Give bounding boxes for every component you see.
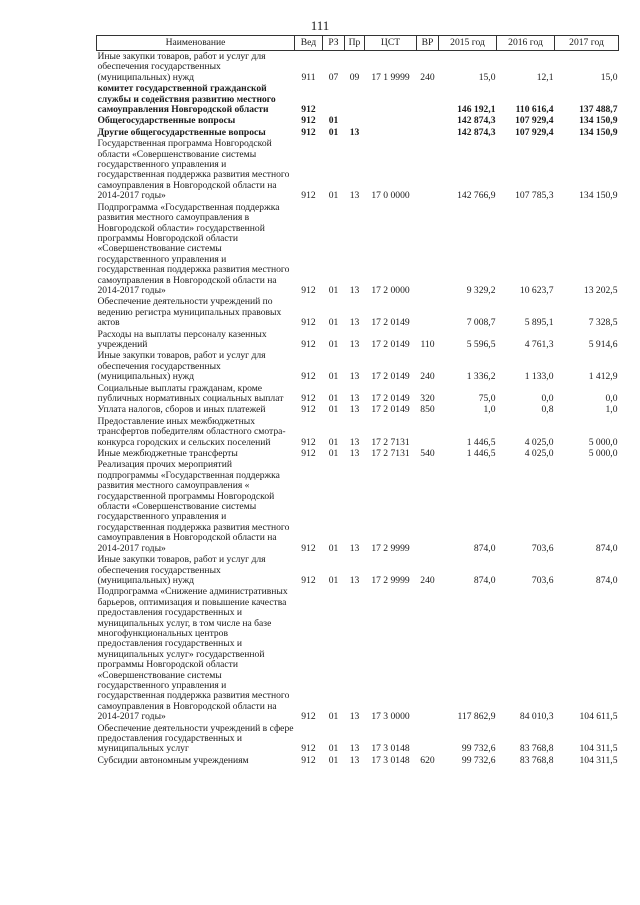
- row-pr: 13: [349, 126, 360, 138]
- row-2016: 1 133,0: [524, 371, 554, 383]
- row-cst: 17 3 0148: [371, 743, 410, 755]
- header-name: Наименование: [97, 36, 295, 51]
- row-2015: 142 874,3: [457, 115, 496, 127]
- row-rz: 01: [328, 743, 339, 755]
- row-2016: 0,0: [541, 393, 554, 404]
- row-ved: 912: [301, 284, 316, 296]
- row-2016: 110 616,4: [515, 104, 554, 116]
- row-vr: [417, 459, 439, 554]
- row-ved: 912: [301, 190, 316, 202]
- row-vr: 110: [420, 338, 435, 350]
- header-2015: 2015 год: [439, 36, 497, 51]
- row-2017: 1,0: [605, 404, 618, 416]
- row-2016: 5 895,1: [524, 317, 554, 329]
- row-cst: 17 2 9999: [371, 542, 410, 554]
- row-pr: 13: [349, 190, 360, 202]
- row-2016: 4 025,0: [524, 448, 554, 460]
- row-vr: [417, 416, 439, 448]
- row-ved: 912: [301, 711, 316, 723]
- row-2016: 4 761,3: [524, 338, 554, 350]
- row-2015: 9 329,2: [466, 284, 496, 296]
- row-cst: 17 3 0148: [371, 754, 410, 766]
- row-vr: 320: [420, 393, 435, 404]
- row-2015: 142 874,3: [457, 126, 496, 138]
- row-ved: 912: [301, 371, 316, 383]
- table-header-row: [97, 36, 619, 51]
- row-2017: 7 328,5: [588, 317, 618, 329]
- row-name: Реализация прочих мероприятий подпрограммы «Государственная поддержка развития местного самоуправления « государственной программы Новгородской области «Совершенствование системы государственного управления и государственная поддержка развития местного самоуправления в Новгородской области на 2014-2017 годы»: [97, 459, 290, 554]
- row-2017: 104 311,5: [579, 754, 618, 766]
- row-pr: 13: [349, 338, 360, 350]
- row-vr: 620: [420, 754, 435, 766]
- row-rz: 01: [328, 448, 339, 460]
- row-vr: 240: [420, 574, 435, 586]
- row-cst: [365, 127, 417, 138]
- row-name: Иные межбюджетные трансферты: [97, 448, 238, 460]
- row-cst: 17 2 0149: [371, 404, 410, 416]
- row-vr: 540: [420, 448, 435, 460]
- row-name: Предоставление иных межбюджетных трансфертов победителям областного смотра-конкурса городских и сельских поселений: [97, 415, 286, 448]
- table-row: [97, 83, 619, 115]
- row-2015: 1 446,5: [466, 436, 496, 448]
- row-2017: 134 150,9: [579, 190, 618, 202]
- header-2016: 2016 год: [497, 36, 555, 51]
- row-ved: 911: [301, 71, 316, 83]
- row-ved: 912: [301, 743, 316, 755]
- row-cst: 17 2 0149: [371, 317, 410, 329]
- row-pr: 13: [349, 711, 360, 723]
- row-2015: 99 732,6: [461, 754, 496, 766]
- row-rz: 01: [328, 338, 339, 350]
- row-vr: [417, 127, 439, 138]
- row-name: Иные закупки товаров, работ и услуг для обеспечения государственных (муниципальных) нужд: [97, 350, 266, 383]
- row-2016: 0,8: [541, 404, 554, 416]
- row-pr: 13: [349, 743, 360, 755]
- table-row: [97, 586, 619, 722]
- row-2015: 1 446,5: [466, 448, 496, 460]
- header-2017: 2017 год: [555, 36, 619, 51]
- row-name: Иные закупки товаров, работ и услуг для обеспечения государственных (муниципальных) нужд: [97, 554, 266, 586]
- row-2017: 0,0: [605, 393, 618, 404]
- row-name: Уплата налогов, сборов и иных платежей: [97, 404, 266, 416]
- table-row: [97, 416, 619, 448]
- row-name: Иные закупки товаров, работ и услуг для обеспечения государственных (муниципальных) нужд: [97, 51, 266, 83]
- row-cst: 17 2 0000: [371, 284, 410, 296]
- row-vr: 240: [420, 371, 435, 383]
- row-2017: 13 202,5: [583, 284, 618, 296]
- row-vr: [417, 138, 439, 201]
- row-ved: 912: [301, 404, 316, 416]
- row-rz: 01: [328, 542, 339, 554]
- row-cst: 17 1 9999: [371, 71, 410, 83]
- table-row: [97, 202, 619, 297]
- header-pr: Пр: [345, 36, 365, 51]
- row-2016: 107 785,3: [515, 190, 554, 202]
- row-2017: 1 412,9: [588, 371, 618, 383]
- row-rz: 01: [328, 393, 339, 404]
- row-vr: 850: [420, 404, 435, 416]
- row-rz: 01: [328, 317, 339, 329]
- row-2017: 104 311,5: [579, 743, 618, 755]
- row-name: Государственная программа Новгородской области «Совершенствование системы государственного управления и государственная поддержка развития местного самоуправления в Новгородской области на 2014-2017 годы»: [97, 138, 290, 202]
- row-2016: 4 025,0: [524, 436, 554, 448]
- row-2015: 15,0: [478, 71, 496, 83]
- row-rz: 01: [328, 436, 339, 448]
- row-2015: 99 732,6: [461, 743, 496, 755]
- row-ved: 912: [301, 436, 316, 448]
- row-ved: 912: [301, 574, 316, 586]
- row-cst: 17 2 9999: [371, 574, 410, 586]
- table-row: [97, 459, 619, 554]
- row-rz: 01: [328, 574, 339, 586]
- row-2015: 5 596,5: [466, 338, 496, 350]
- row-vr: 240: [420, 71, 435, 83]
- row-ved: 912: [301, 126, 316, 138]
- row-ved: 912: [301, 317, 316, 329]
- row-pr: 13: [349, 754, 360, 766]
- row-pr: [345, 83, 365, 115]
- row-2016: 83 768,8: [519, 743, 554, 755]
- table-row: [97, 51, 619, 84]
- row-2016: 84 010,3: [519, 711, 554, 723]
- row-ved: 912: [301, 542, 316, 554]
- table-row: [97, 127, 619, 138]
- row-pr: 13: [349, 404, 360, 416]
- row-rz: 01: [328, 115, 339, 127]
- row-cst: 17 2 0149: [371, 393, 410, 404]
- row-name: Субсидии автономным учреждениям: [97, 754, 249, 766]
- row-rz: 01: [328, 404, 339, 416]
- row-2016: 10 623,7: [519, 284, 554, 296]
- row-pr: 13: [349, 448, 360, 460]
- row-name: Расходы на выплаты персоналу казенных учреждений: [97, 328, 267, 350]
- row-2016: 83 768,8: [519, 754, 554, 766]
- row-name: Обеспечение деятельности учреждений по ведению регистра муниципальных правовых актов: [97, 296, 282, 329]
- row-name: Другие общегосударственные вопросы: [97, 126, 266, 138]
- row-vr: [417, 115, 439, 126]
- row-cst: 17 2 0149: [371, 371, 410, 383]
- row-ved: 912: [301, 448, 316, 460]
- row-rz: 07: [328, 71, 339, 83]
- row-cst: 17 2 0149: [371, 338, 410, 350]
- row-vr: [417, 296, 439, 328]
- budget-table: [96, 35, 619, 766]
- row-2017: 874,0: [595, 542, 618, 554]
- row-pr: 13: [349, 284, 360, 296]
- table-row: [97, 329, 619, 351]
- header-vr: ВР: [417, 36, 439, 51]
- row-cst: [365, 115, 417, 126]
- row-pr: 13: [349, 542, 360, 554]
- row-2015: 1 336,2: [466, 371, 496, 383]
- header-rz: РЗ: [323, 36, 345, 51]
- row-2015: 874,0: [473, 574, 496, 586]
- table-row: [97, 350, 619, 382]
- row-cst: [365, 83, 417, 115]
- row-2017: 5 000,0: [588, 448, 618, 460]
- table-row: [97, 383, 619, 405]
- row-ved: 912: [301, 754, 316, 766]
- row-2015: 146 192,1: [457, 104, 496, 116]
- row-2016: 703,6: [531, 542, 554, 554]
- row-ved: 912: [301, 115, 316, 127]
- row-rz: 01: [328, 284, 339, 296]
- row-2017: 134 150,9: [579, 115, 618, 127]
- row-rz: 01: [328, 126, 339, 138]
- row-vr: [417, 723, 439, 755]
- row-2016: 703,6: [531, 574, 554, 586]
- table-row: [97, 554, 619, 586]
- row-2017: 137 488,7: [579, 104, 618, 116]
- row-2016: 107 929,4: [515, 115, 554, 127]
- row-cst: 17 3 0000: [371, 711, 410, 723]
- header-ved: Вед: [295, 36, 323, 51]
- table-row: [97, 115, 619, 126]
- row-pr: 13: [349, 436, 360, 448]
- row-2017: 5 914,6: [588, 338, 618, 350]
- page-number: 111: [310, 18, 330, 33]
- row-2015: 874,0: [473, 542, 496, 554]
- row-vr: [417, 586, 439, 722]
- row-ved: 912: [301, 393, 316, 404]
- row-pr: 13: [349, 574, 360, 586]
- header-cst: ЦСТ: [365, 36, 417, 51]
- row-rz: 01: [328, 190, 339, 202]
- row-2015: 117 862,9: [457, 711, 496, 723]
- row-vr: [417, 83, 439, 115]
- row-cst: 17 2 7131: [371, 448, 410, 460]
- row-2017: 134 150,9: [579, 126, 618, 138]
- table-row: [97, 723, 619, 755]
- row-pr: 13: [349, 317, 360, 329]
- table-row: [97, 138, 619, 201]
- row-2017: 874,0: [595, 574, 618, 586]
- row-pr: 13: [349, 371, 360, 383]
- row-2015: 142 766,9: [457, 190, 496, 202]
- row-2016: 107 929,4: [515, 126, 554, 138]
- row-2015: 75,0: [478, 393, 496, 404]
- row-ved: 912: [301, 338, 316, 350]
- row-2017: 5 000,0: [588, 436, 618, 448]
- row-2016: 12,1: [536, 71, 554, 83]
- row-rz: 01: [328, 711, 339, 723]
- row-name: Обеспечение деятельности учреждений в сфере предоставления государственных и муниципальных услуг: [97, 722, 294, 755]
- row-name: Подпрограмма «Государственная поддержка развития местного самоуправления в Новгородской области» государственной программы Новгородской области «Совершенствование системы государственного управления и государственная поддержка развития местного самоуправления в Новгородской области на 2014-2017 годы»: [97, 201, 290, 296]
- row-cst: 17 2 7131: [371, 436, 410, 448]
- row-name: комитет государственной гражданской службы и содействия развитию местного самоуправления Новгородской области: [97, 83, 276, 116]
- row-rz: 01: [328, 371, 339, 383]
- row-name: Подпрограмма «Снижение административных барьеров, оптимизация и повышение качества предоставления государственных и муниципальных услуг, в том числе на базе многофункциональных центров предоставления государственных и муниципальных услуг» государственной программы Новгородской области «Совершенствование системы государственного управления и государственная поддержка развития местного самоуправления в Новгородской области на 2014-2017 годы»: [97, 586, 290, 723]
- row-ved: 912: [301, 104, 316, 116]
- row-pr: 13: [349, 393, 360, 404]
- table-row: [97, 296, 619, 328]
- row-name: Общегосударственные вопросы: [97, 115, 236, 127]
- row-rz: [323, 83, 345, 115]
- row-rz: 01: [328, 754, 339, 766]
- table-row: [97, 404, 619, 415]
- row-cst: 17 0 0000: [371, 190, 410, 202]
- row-2015: 1,0: [483, 404, 496, 416]
- table-row: [97, 448, 619, 459]
- table-row: [97, 755, 619, 766]
- row-2017: 104 611,5: [579, 711, 618, 723]
- row-name: Социальные выплаты гражданам, кроме публичных нормативных социальных выплат: [97, 382, 284, 404]
- row-2015: 7 008,7: [466, 317, 496, 329]
- row-pr: [345, 115, 365, 126]
- row-pr: 09: [349, 71, 360, 83]
- row-vr: [417, 202, 439, 297]
- row-2017: 15,0: [600, 71, 618, 83]
